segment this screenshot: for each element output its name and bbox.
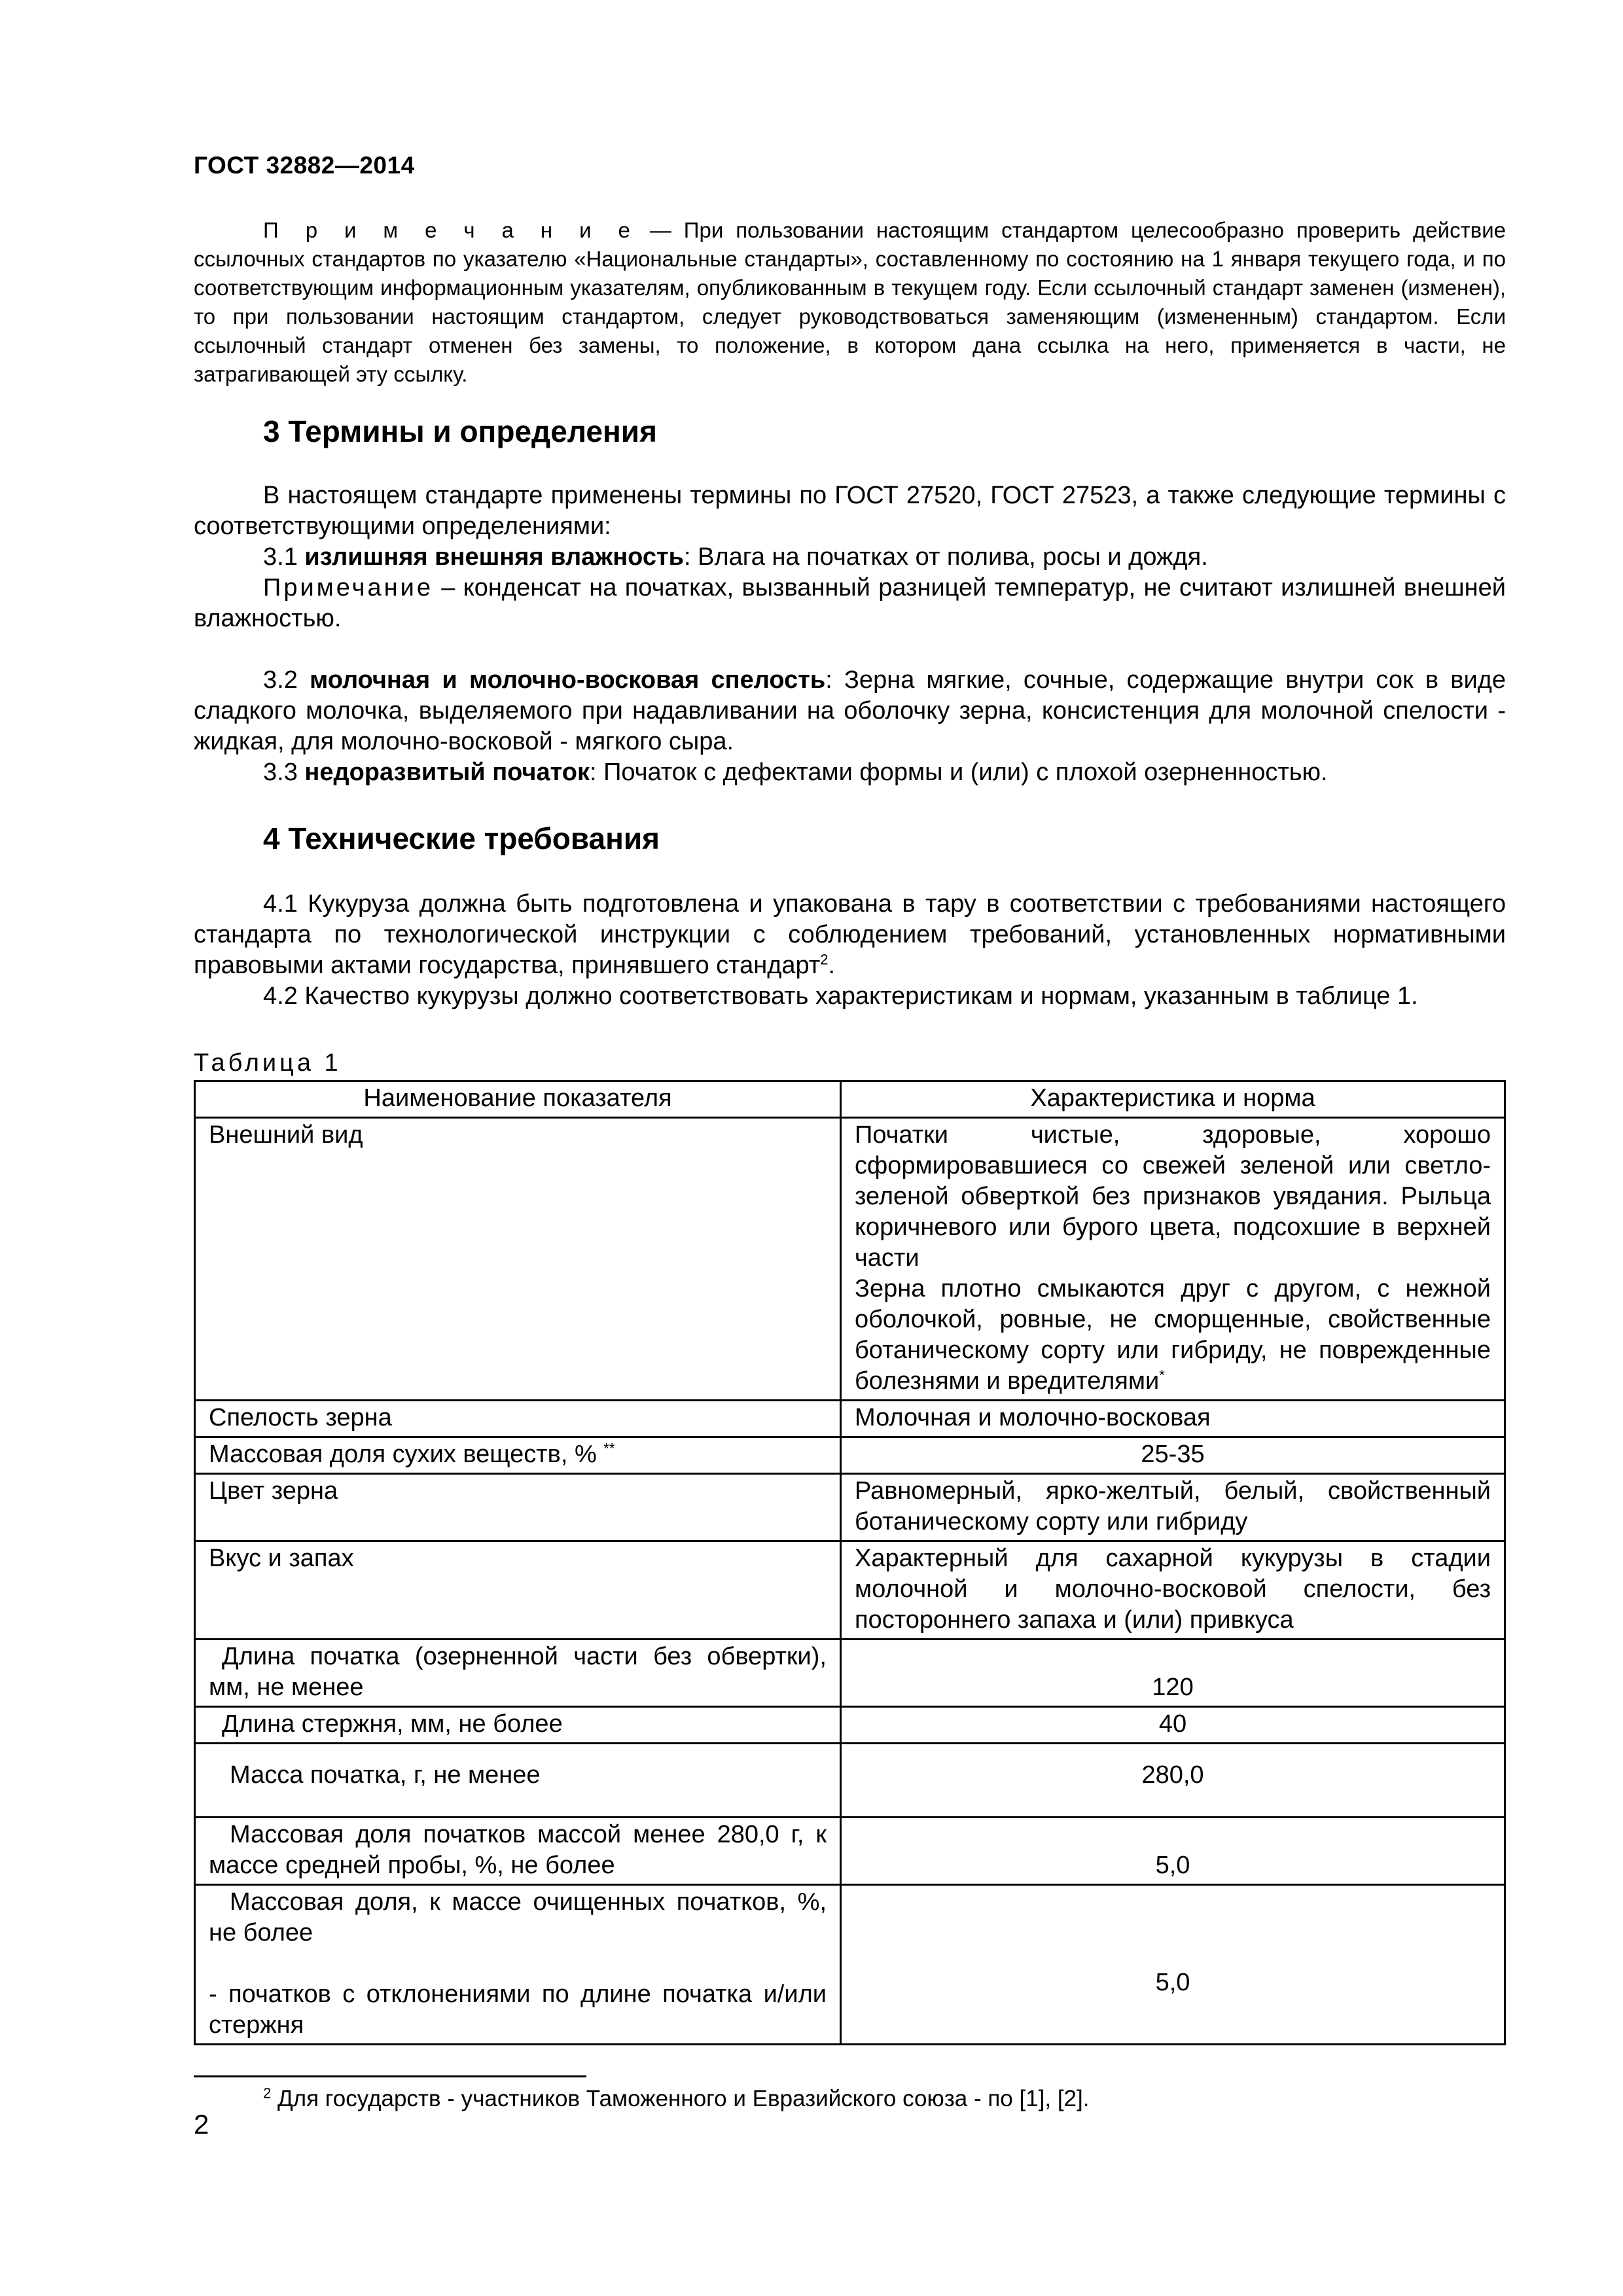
footnote-separator xyxy=(194,2075,586,2077)
term-name: недоразвитый початок xyxy=(304,759,590,786)
term-3-3 xyxy=(194,757,1506,788)
table-row xyxy=(195,1401,1505,1437)
table-row xyxy=(195,1885,1505,2045)
term-3-1-note xyxy=(194,573,1506,634)
indicator-name-text: Массовая доля, к массе очищенных початков, %, не более xyxy=(209,1888,827,1946)
indicator-name: Длина початка (озерненной части без обвертки), мм, не менее xyxy=(195,1640,841,1707)
indicator-name-text: - початков с отклонениями по длине початка и/или стержня xyxy=(209,1981,827,2039)
reference-note xyxy=(194,216,1506,389)
term-number: 3.3 xyxy=(263,759,305,786)
indicator-name xyxy=(195,1885,841,2045)
spacer xyxy=(209,1948,827,1979)
indicator-value xyxy=(841,1118,1505,1401)
indicator-value: Равномерный, ярко-желтый, белый, свойственный ботаническому сорту или гибриду xyxy=(841,1474,1505,1541)
term-note-label: Примечание xyxy=(263,574,433,601)
table-row xyxy=(195,1707,1505,1744)
footnote-ref: * xyxy=(1159,1367,1165,1384)
section-4-body xyxy=(194,889,1506,1012)
table-row xyxy=(195,1474,1505,1541)
term-name: излишняя внешняя влажность xyxy=(304,543,684,571)
footnote-text: Для государств - участников Таможенного и Евразийского союза - по [1], [2]. xyxy=(271,2086,1090,2111)
term-name: молочная и молочно-восковая спелость xyxy=(310,666,826,694)
column-header: Характеристика и норма xyxy=(841,1081,1505,1118)
indicator-value: 40 xyxy=(841,1707,1505,1744)
value-text: Початки чистые, здоровые, хорошо сформировавшиеся со свежей зеленой или светло-зеленой обверткой без признаков увядания. Рыльца коричневого или бурого цвета, подсохшие в верхней части xyxy=(855,1121,1491,1272)
clause-end: . xyxy=(828,952,836,979)
footnote-mark: 2 xyxy=(263,2085,272,2102)
indicator-value: 280,0 xyxy=(841,1744,1505,1818)
note-text: — При пользовании настоящим стандартом целесообразно проверить действие ссылочных стандартов по указателю «Национальные стандарты», составленному по состоянию на 1 января текущего года, и по соответствующим информационным указателям, опубликованным в текущем году. Если ссылочный стандарт заменен (изменен), то при пользовании настоящим стандартом, следует руководствоваться заменяющим (измененным) стандартом. Если ссылочный стандарт отменен без замены, то положение, в котором дана ссылка на него, применяется в части, не затрагивающей эту ссылку. xyxy=(194,218,1507,386)
requirements-table xyxy=(194,1080,1506,2045)
indicator-value: 5,0 xyxy=(841,1885,1505,2045)
table-row xyxy=(195,1640,1505,1707)
indicator-name: Спелость зерна xyxy=(195,1401,841,1437)
table-row xyxy=(195,1437,1505,1474)
term-definition: : Зерна мягкие, сочные, содержащие внутри сок в виде сладкого молочка, выделяемого при надавливании на оболочку зерна, консистенция для молочной спелости - жидкая, для молочно-восковой - мягкого сыра. xyxy=(194,666,1506,755)
footnote xyxy=(263,2085,1089,2113)
note-label: П р и м е ч а н и е xyxy=(263,218,637,242)
term-definition: : Початок с дефектами формы и (или) с плохой озерненностью. xyxy=(589,759,1328,786)
indicator-value: 25-35 xyxy=(841,1437,1505,1474)
page-number: 2 xyxy=(194,2109,209,2140)
table-row xyxy=(195,1118,1505,1401)
table-header-row xyxy=(195,1081,1505,1118)
section-3-body xyxy=(194,480,1506,788)
section-4-heading: 4 Технические требования xyxy=(263,821,660,855)
table-row xyxy=(195,1818,1505,1885)
section-3-intro: В настоящем стандарте применены термины по ГОСТ 27520, ГОСТ 27523, а также следующие термины с соответствующими определениями: xyxy=(194,482,1506,540)
value-text xyxy=(855,1274,1491,1397)
clause-4-2: 4.2 Качество кукурузы должно соответствовать характеристикам и нормам, указанным в таблице 1. xyxy=(263,982,1418,1010)
value-text-part: Зерна плотно смыкаются друг с другом, с нежной оболочкой, ровные, не сморщенные, свойственные ботаническому сорту или гибриду, не поврежденные болезнями и вредителями xyxy=(855,1275,1491,1395)
indicator-value: 120 xyxy=(841,1640,1505,1707)
indicator-name: Внешний вид xyxy=(195,1118,841,1401)
table-row xyxy=(195,1744,1505,1818)
indicator-name-text: Массовая доля сухих веществ, % xyxy=(209,1441,597,1468)
indicator-name: Цвет зерна xyxy=(195,1474,841,1541)
term-note-text: – конденсат на початках, вызванный разницей температур, не считают излишней внешней влажностью. xyxy=(194,574,1506,632)
term-definition: : Влага на початках от полива, росы и дождя. xyxy=(683,543,1208,571)
term-3-1 xyxy=(194,542,1506,573)
clause-text: 4.1 Кукуруза должна быть подготовлена и упакована в тару в соответствии с требованиями настоящего стандарта по технологической инструкции с соблюдением требований, установленных нормативными правовыми актами государства, принявшего стандарт xyxy=(194,890,1506,979)
document-header: ГОСТ 32882—2014 xyxy=(194,152,415,179)
term-number: 3.1 xyxy=(263,543,305,571)
indicator-value: 5,0 xyxy=(841,1818,1505,1885)
indicator-name: Масса початка, г, не менее xyxy=(195,1744,841,1818)
indicator-name: Вкус и запах xyxy=(195,1541,841,1640)
footnote-ref: ** xyxy=(603,1440,615,1457)
indicator-name: Массовая доля початков массой менее 280,0 г, к массе средней пробы, %, не более xyxy=(195,1818,841,1885)
table-caption: Таблица 1 xyxy=(194,1049,342,1077)
section-3-heading: 3 Термины и определения xyxy=(263,414,657,448)
clause-4-1 xyxy=(194,889,1506,981)
column-header: Наименование показателя xyxy=(195,1081,841,1118)
term-number: 3.2 xyxy=(263,666,310,694)
indicator-value: Молочная и молочно-восковая xyxy=(841,1401,1505,1437)
table-row xyxy=(195,1541,1505,1640)
footnote-ref: 2 xyxy=(820,951,829,968)
indicator-name: Длина стержня, мм, не более xyxy=(195,1707,841,1744)
indicator-name xyxy=(195,1437,841,1474)
term-3-2 xyxy=(194,665,1506,757)
indicator-value: Характерный для сахарной кукурузы в стадии молочной и молочно-восковой спелости, без постороннего запаха и (или) привкуса xyxy=(841,1541,1505,1640)
